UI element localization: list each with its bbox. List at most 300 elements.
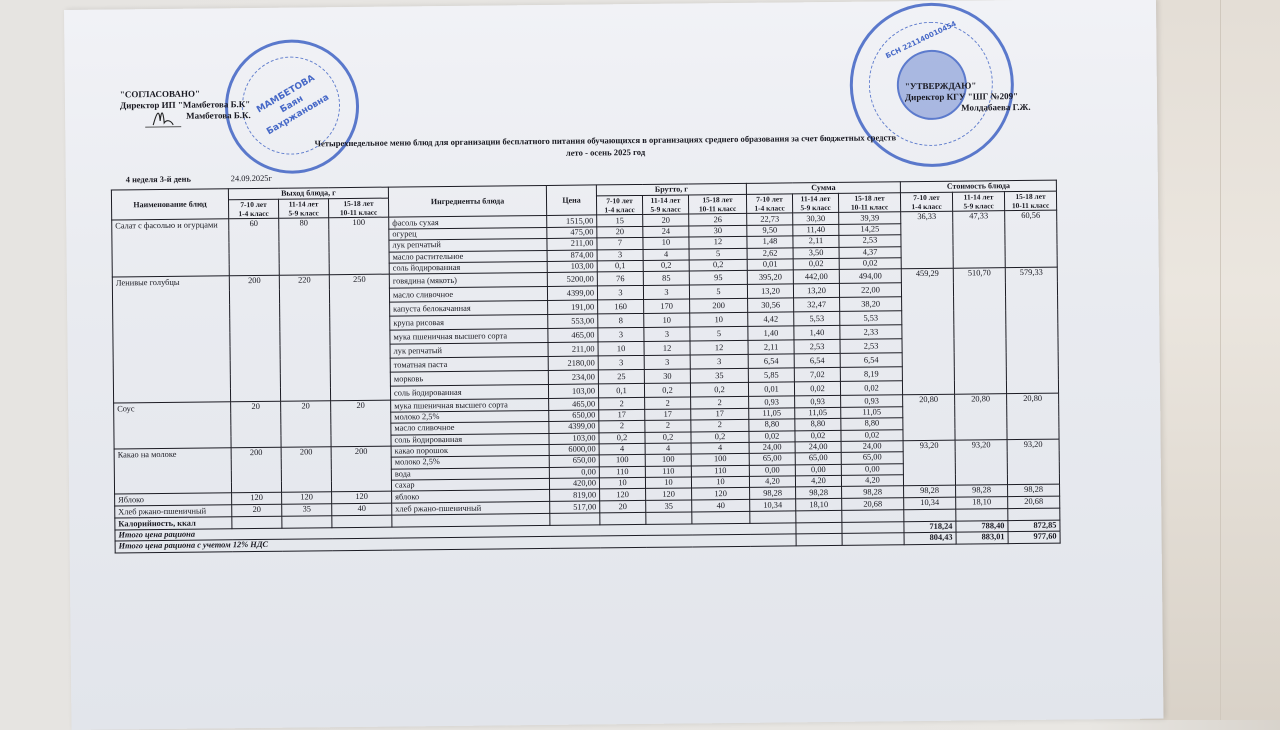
brutto-cell: 15 [597,215,643,227]
sum-cell: 2,11 [748,340,794,354]
brutto-cell: 2 [645,420,691,432]
ingredient-name-cell: яблоко [392,490,550,504]
brutto-cell: 170 [644,299,690,313]
brutto-cell: 0,2 [690,383,748,398]
brutto-cell: 110 [645,466,691,478]
grade-label: 5-9 класс [800,203,831,213]
ingredient-price-cell: 1515,00 [547,215,597,227]
ingredient-name-cell: соль йодированная [390,385,548,401]
brutto-cell: 2 [691,419,749,431]
brutto-cell: 3 [597,249,643,261]
ingredient-name-cell: морковь [390,371,548,387]
brutto-cell: 0,2 [599,432,645,444]
approved-right-position: Директор КГУ "ШГ №209" [904,91,1019,103]
age-group-header-yield-2 [328,199,388,219]
ingredient-name-cell: масло сливочное [391,422,549,435]
dish-cost-cell: 47,33 [953,211,1006,268]
sum-cell: 2,53 [794,340,840,354]
ingredient-price-cell: 0,00 [549,467,599,479]
brutto-cell: 30 [689,225,747,237]
total-row-label: Итого цена рациона [115,523,796,542]
age-label: 15-18 лет [343,199,374,209]
sum-cell: 1,48 [747,236,793,248]
sum-cell: 2,53 [840,339,902,354]
dish-name-cell: Ленивые голубцы [112,276,230,403]
sum-cell: 2,53 [839,235,901,247]
sum-cell: 20,68 [842,498,904,511]
ingredient-name-cell: молоко 2,5% [391,410,549,423]
sum-cell: 98,28 [842,486,904,499]
right-stamp-text: БСН 221140010454 [884,19,958,61]
ingredient-name-cell: мука пшеничная высшего сорта [390,329,548,345]
grade-label: 10-11 класс [698,204,737,214]
sum-cell: 3,50 [793,247,839,259]
brutto-cell: 5 [689,248,747,260]
sum-cell: 65,00 [795,453,841,465]
empty-cell [796,534,842,546]
sum-cell: 8,80 [749,419,795,431]
ingredient-name-cell: какао порошок [391,444,549,457]
brutto-cell: 20 [600,501,646,513]
grade-label: 1-4 класс [911,202,942,212]
ingredient-price-cell: 4399,00 [549,421,599,433]
ingredient-name-cell: огурец [389,227,547,240]
dish-name-cell: Яблоко [115,493,232,506]
ingredient-name-cell: говядина (мякоть) [389,273,547,289]
dish-cost-cell: 98,28 [1008,485,1060,498]
sum-cell: 0,02 [793,258,839,270]
brutto-cell: 35 [646,500,692,512]
age-group-header-brutto-1 [642,195,688,214]
menu-table [111,180,1061,554]
ingredient-price-cell: 4399,00 [547,286,597,301]
brutto-cell: 7 [597,238,643,250]
brutto-cell: 0,2 [644,383,690,397]
col-sum: Сумма [746,182,900,195]
brutto-cell: 2 [599,421,645,433]
dish-cost-cell: 60,56 [1005,211,1058,268]
brutto-cell: 110 [691,465,749,477]
brutto-cell: 10 [645,477,691,489]
brutto-cell: 76 [597,272,643,286]
brutto-cell: 10 [690,313,748,328]
brutto-cell: 35 [690,369,748,384]
brutto-cell: 3 [598,328,644,342]
empty-cell [750,511,796,523]
sum-cell: 24,00 [841,441,903,453]
title-line-1: Четырехнедельное меню блюд для организации бесплатного питания обучающихся в организациях среднего образования за счет бюджетных средств [314,132,897,149]
ingredient-price-cell: 650,00 [549,455,599,467]
brutto-cell: 10 [644,313,690,327]
dish-cost-cell: 36,33 [901,212,954,269]
brutto-cell: 95 [689,271,747,286]
age-label: 15-18 лет [854,193,885,204]
brutto-cell: 12 [644,341,690,355]
ingredient-name-cell: сахар [391,479,549,492]
brutto-cell: 0,2 [645,431,691,443]
ingredient-price-cell: 103,00 [547,261,597,273]
age-label: 11-14 лет [800,194,831,204]
empty-cell [600,513,646,525]
yield-cell: 200 [229,276,280,403]
approved-left-heading: "СОГЛАСОВАНО" [119,88,200,100]
grade-label: 1-4 класс [238,209,269,219]
sum-cell: 4,20 [749,476,795,488]
brutto-cell: 160 [598,300,644,314]
empty-cell [796,511,842,523]
brutto-cell: 3 [644,327,690,341]
yield-cell: 20 [232,505,282,518]
age-group-header-yield-0 [229,200,279,220]
sum-cell: 30,56 [748,298,794,312]
sum-cell: 1,40 [794,326,840,340]
sum-cell: 2,62 [747,247,793,259]
dish-name-cell: Какао на молоке [114,448,231,495]
age-group-header-yield-1 [278,199,328,219]
document-title [265,131,945,162]
brutto-cell: 17 [691,408,749,420]
ingredient-price-cell: 6000,00 [549,444,599,456]
ingredient-price-cell: 5200,00 [547,272,597,287]
total-vat-row-label: Итого цена рациона с учетом 12% НДС [115,534,796,553]
age-group-header-sum-1 [792,194,838,213]
dish-cost-cell: 20,80 [1007,393,1059,439]
approved-left-position: Директор ИП "Мамбетова Б.К" [119,99,251,111]
sum-cell: 0,02 [840,381,902,396]
brutto-cell: 2 [645,397,691,409]
sum-cell: 32,47 [794,298,840,312]
ingredient-price-cell: 103,00 [548,384,598,399]
brutto-cell: 20 [643,214,689,226]
approved-left-name: Мамбетова Б.К. [186,110,251,121]
sum-cell: 65,00 [749,453,795,465]
ingredient-price-cell: 234,00 [548,370,598,385]
brutto-cell: 17 [645,409,691,421]
ingredient-price-cell: 211,00 [547,238,597,250]
yield-cell: 40 [332,504,392,517]
age-label: 11-14 лет [963,192,994,202]
menu-document-page [64,0,1163,730]
dish-name-cell: Соус [114,402,231,449]
yield-cell: 200 [331,446,391,492]
sum-cell: 6,54 [840,353,902,368]
ingredient-price-cell: 650,00 [549,410,599,422]
grade-label: 5-9 класс [650,204,681,215]
sum-cell: 98,28 [796,487,842,499]
ingredient-name-cell: лук репчатый [389,239,547,252]
approved-right-block [905,80,1031,114]
menu-date: 24.09.2025г [230,173,272,184]
sum-cell: 0,02 [795,430,841,442]
dish-name-cell: Салат с фасолью и огурцами [112,219,230,277]
dish-cost-cell: 93,20 [1007,439,1059,485]
ingredient-name-cell: мука пшеничная высшего сорта [391,399,549,412]
ingredient-name-cell: фасоль сухая [389,216,547,229]
age-label: 11-14 лет [650,195,681,206]
age-label: 15-18 лет [702,195,733,205]
total-row-value: 872,85 [1008,520,1060,532]
brutto-cell: 5 [689,285,747,300]
sum-cell: 13,20 [747,284,793,298]
sum-cell: 10,34 [750,499,796,511]
empty-cell [550,513,600,525]
brutto-cell: 8 [598,314,644,328]
sum-cell: 5,53 [840,311,902,326]
brutto-cell: 0,1 [597,260,643,272]
sum-cell: 14,25 [839,224,901,236]
ingredient-price-cell: 211,00 [548,342,598,357]
sum-cell: 13,20 [793,284,839,298]
sum-cell: 9,50 [747,225,793,237]
ingredient-price-cell: 191,00 [548,300,598,315]
brutto-cell: 100 [645,454,691,466]
ingredient-price-cell: 553,00 [548,314,598,329]
calories-label: Калорийность, ккал [115,517,232,530]
sum-cell: 30,30 [793,213,839,225]
dish-cost-cell: 98,28 [904,486,956,499]
brutto-cell: 120 [646,488,692,500]
brutto-cell: 25 [598,370,644,384]
empty-cell [646,512,692,524]
sum-cell: 1,40 [748,326,794,340]
sum-cell: 98,28 [750,487,796,499]
yield-cell: 220 [279,275,330,402]
empty-cell [842,533,904,545]
empty-cell [956,509,1008,521]
sum-cell: 6,54 [748,354,794,368]
total-row-value: 788,40 [956,521,1008,533]
yield-cell: 60 [229,219,280,276]
grade-label: 10-11 класс [1011,201,1050,211]
brutto-cell: 100 [599,455,645,467]
ingredient-name-cell: лук репчатый [390,343,548,359]
dish-cost-cell: 93,20 [903,440,955,486]
age-label: 7-10 лет [756,194,783,205]
sum-cell: 0,93 [841,395,903,407]
age-group-header-sum-0 [746,194,792,213]
sum-cell: 0,02 [839,258,901,270]
ingredient-name-cell: молоко 2,5% [391,456,549,469]
brutto-cell: 120 [692,488,750,501]
yield-cell: 80 [279,218,330,275]
brutto-cell: 30 [644,369,690,383]
yield-cell: 100 [329,218,390,276]
dish-cost-cell: 20,80 [955,394,1007,440]
floor-tile-seam [1220,0,1221,720]
dish-cost-cell: 579,33 [1005,267,1058,394]
age-label: 7-10 лет [606,196,633,206]
sum-cell: 0,00 [749,465,795,477]
col-yield: Выход блюда, г [228,187,388,200]
empty-cell [232,517,282,529]
sum-cell: 24,00 [795,441,841,453]
sum-cell: 2,33 [840,325,902,340]
empty-cell [1008,509,1060,521]
sum-cell: 0,02 [794,382,840,396]
sum-cell: 4,20 [841,475,903,487]
sum-cell: 0,02 [749,430,795,442]
ingredient-name-cell: вода [391,467,549,480]
dish-cost-cell: 98,28 [956,485,1008,498]
ingredient-name-cell: томатная паста [390,357,548,373]
yield-cell: 20 [231,402,281,448]
sum-cell: 0,01 [747,259,793,271]
brutto-cell: 5 [690,327,748,342]
empty-cell [692,512,750,524]
brutto-cell: 4 [645,443,691,455]
ingredient-price-cell: 465,00 [548,328,598,343]
age-group-header-cost-0 [900,193,952,213]
brutto-cell: 10 [598,342,644,356]
age-group-header-cost-2 [1004,192,1056,212]
brutto-cell: 10 [691,476,749,488]
week-day-label: 4 неделя 3-й день [125,174,191,185]
brutto-cell: 0,2 [691,431,749,443]
sum-cell: 2,11 [793,236,839,248]
dish-cost-cell: 20,80 [903,395,955,441]
ingredient-name-cell: хлеб ржано-пшеничный [392,502,550,516]
ingredient-name-cell: крупа рисовая [390,315,548,331]
brutto-cell: 0,2 [643,260,689,272]
left-stamp-text: МАМБЕТОВА Баян Бахржановна [255,73,332,138]
col-brutto: Брутто, г [596,183,746,196]
sum-cell: 11,05 [795,407,841,419]
sum-cell: 11,05 [841,406,903,418]
col-price: Цена [546,185,596,216]
grade-label: 10-11 класс [850,202,889,213]
sum-cell: 442,00 [793,270,839,284]
yield-cell: 250 [329,274,390,401]
brutto-cell: 3 [690,355,748,370]
brutto-cell: 200 [690,299,748,314]
grade-label: 1-4 класс [604,205,635,215]
yield-cell: 120 [282,492,332,505]
brutto-cell: 3 [598,356,644,370]
ingredient-price-cell: 103,00 [549,432,599,444]
age-label: 7-10 лет [913,193,940,203]
ingredient-name-cell: капуста белокачанная [390,301,548,317]
sum-cell: 0,93 [795,396,841,408]
dish-cost-cell: 93,20 [955,440,1007,486]
col-dish-cost: Стоимость блюда [900,180,1056,193]
ingredient-price-cell: 2180,00 [548,356,598,371]
sum-cell: 494,00 [839,269,901,284]
sum-cell: 0,01 [748,382,794,396]
sum-cell: 7,02 [794,368,840,382]
sum-cell: 24,00 [749,442,795,454]
brutto-cell: 0,1 [598,384,644,398]
dish-cost-cell: 18,10 [956,497,1008,510]
sum-cell: 39,39 [839,212,901,224]
age-label: 11-14 лет [288,199,319,210]
brutto-cell: 85 [643,271,689,285]
sum-cell: 65,00 [841,452,903,464]
ingredient-price-cell: 517,00 [550,501,600,514]
age-group-header-sum-2 [838,193,900,213]
sum-cell: 395,20 [747,270,793,284]
yield-cell: 35 [282,504,332,517]
brutto-cell: 3 [597,286,643,300]
grade-label: 10-11 класс [339,208,378,218]
brutto-cell: 120 [600,489,646,501]
brutto-cell: 10 [599,478,645,490]
brutto-cell: 12 [690,341,748,356]
approved-right-name: Молдабаева Г.Ж. [961,101,1031,113]
total-vat-row-value: 977,60 [1008,531,1060,543]
ingredient-name-cell: соль йодированная [389,261,547,274]
sum-cell: 11,05 [749,408,795,420]
brutto-cell: 12 [689,237,747,249]
sum-cell: 18,10 [796,499,842,511]
approved-left-block [120,88,251,122]
age-label: 7-10 лет [240,200,267,210]
brutto-cell: 17 [599,409,645,421]
brutto-cell: 100 [691,454,749,466]
grade-label: 1-4 класс [754,203,785,214]
ingredient-price-cell: 420,00 [549,478,599,490]
title-line-2: лето - осень 2025 год [565,146,646,158]
approved-right-heading: "УТВЕРЖДАЮ" [904,80,977,92]
dish-cost-cell: 510,70 [953,268,1006,395]
ingredient-price-cell: 475,00 [547,227,597,239]
sum-cell: 0,00 [841,463,903,475]
sum-cell: 5,85 [748,368,794,382]
sum-cell: 5,53 [794,312,840,326]
total-vat-row-value: 883,01 [956,532,1008,544]
age-group-header-brutto-2 [688,195,746,215]
brutto-cell: 110 [599,466,645,478]
brutto-cell: 2 [691,397,749,409]
empty-cell [282,516,332,528]
empty-cell [842,510,904,522]
total-row-value: 718,24 [904,521,956,533]
col-dish-name: Наименование блюд [111,189,228,221]
brutto-cell: 24 [643,226,689,238]
sum-cell: 8,19 [840,367,902,382]
yield-cell: 20 [281,401,331,447]
col-ingredients: Ингредиенты блюда [388,185,546,217]
sum-cell: 4,20 [795,475,841,487]
brutto-cell: 10 [643,237,689,249]
dish-cost-cell: 20,68 [1008,497,1060,510]
yield-cell: 120 [332,492,392,505]
ingredient-name-cell: масло растительное [389,250,547,263]
brutto-cell: 4 [643,249,689,261]
dish-cost-cell: 459,29 [901,269,954,396]
brutto-cell: 3 [644,355,690,369]
sum-cell: 11,40 [793,224,839,236]
ingredient-price-cell: 465,00 [549,398,599,410]
yield-cell: 20 [331,400,391,446]
brutto-cell: 40 [692,500,750,513]
total-vat-row-value: 804,43 [904,532,956,544]
empty-cell [796,522,842,534]
ingredient-name-cell: соль йодированная [391,433,549,446]
brutto-cell: 0,2 [689,259,747,271]
sum-cell: 38,20 [840,297,902,312]
sum-cell: 22,00 [839,283,901,298]
signature-icon [143,107,183,129]
grade-label: 5-9 класс [963,201,994,211]
yield-cell: 200 [231,447,281,493]
yield-cell: 120 [232,493,282,506]
sum-cell: 8,80 [795,419,841,431]
sum-cell: 6,54 [794,354,840,368]
age-group-header-brutto-0 [596,196,642,215]
dish-name-cell: Хлеб ржано-пшеничный [115,505,232,518]
ingredient-price-cell: 819,00 [550,489,600,502]
sum-cell: 0,02 [841,429,903,441]
